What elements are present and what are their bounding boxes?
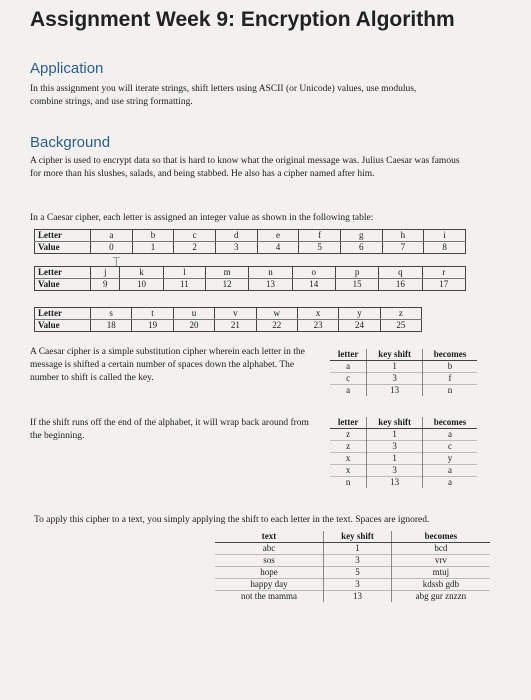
column-header: key shift bbox=[367, 417, 423, 429]
column-header: key shift bbox=[367, 349, 423, 361]
table-cell: x bbox=[330, 453, 367, 465]
alphabet-table-3 bbox=[34, 307, 422, 332]
table-cell: vrv bbox=[391, 555, 490, 567]
table-cell: k bbox=[120, 267, 163, 279]
application-heading: Application bbox=[30, 60, 104, 77]
substitution-table bbox=[330, 349, 477, 396]
table-cell: bcd bbox=[391, 543, 490, 555]
column-header: text bbox=[215, 531, 324, 543]
table-cell: i bbox=[424, 230, 466, 242]
table-cell: 25 bbox=[380, 320, 421, 332]
table-cell: z bbox=[380, 308, 421, 320]
table-cell: l bbox=[163, 267, 205, 279]
table-row bbox=[215, 591, 490, 603]
table-cell: v bbox=[215, 308, 256, 320]
table-cell: 2 bbox=[174, 242, 216, 254]
background-text: A cipher is used to encrypt data so that is hard to know what the original message was. Julius Caesar was famous for more than his slushes, salads, and being stabbed. He also has a cipher named after him. bbox=[30, 156, 460, 179]
table-cell: 3 bbox=[324, 579, 392, 591]
table-cell: a bbox=[422, 477, 477, 489]
page-title: Assignment Week 9: Encryption Algorithm bbox=[30, 8, 455, 31]
table-cell: e bbox=[257, 230, 299, 242]
table-row bbox=[330, 453, 477, 465]
table-cell: 3 bbox=[367, 373, 423, 385]
table-cell: j bbox=[91, 267, 120, 279]
table-row bbox=[330, 429, 477, 441]
apply-text: To apply this cipher to a text, you simply applying the shift to each letter in the text. Spaces are ignored. bbox=[34, 515, 430, 525]
letter-label: Letter bbox=[35, 230, 91, 242]
table-cell: q bbox=[379, 267, 422, 279]
table-row bbox=[215, 579, 490, 591]
table-cell: x bbox=[330, 465, 367, 477]
table-cell: 5 bbox=[299, 242, 341, 254]
table-row bbox=[330, 465, 477, 477]
table-cell: p bbox=[335, 267, 378, 279]
table-row bbox=[330, 361, 477, 373]
wrap-table bbox=[330, 417, 477, 488]
table-cell: not the mamma bbox=[215, 591, 324, 603]
column-header: becomes bbox=[422, 349, 477, 361]
substitution-text: A Caesar cipher is a simple substitution cipher wherein each letter in the message is shifted a certain number of spaces down the alphabet. The number to shift is called the key. bbox=[30, 347, 305, 383]
table-cell: a bbox=[91, 230, 133, 242]
table-cell: n bbox=[330, 477, 367, 489]
table-cell: 19 bbox=[132, 320, 173, 332]
table-row bbox=[330, 441, 477, 453]
table-cell: t bbox=[132, 308, 173, 320]
table-cell: 11 bbox=[163, 279, 205, 291]
table-cell: c bbox=[422, 441, 477, 453]
table-cell: 15 bbox=[335, 279, 378, 291]
letter-label: Letter bbox=[35, 267, 91, 279]
table-cell: 18 bbox=[91, 320, 132, 332]
column-header: letter bbox=[330, 417, 367, 429]
table-cell: m bbox=[206, 267, 249, 279]
value-label: Value bbox=[35, 320, 91, 332]
table-cell: o bbox=[292, 267, 335, 279]
table-cell: sos bbox=[215, 555, 324, 567]
table-cell: h bbox=[382, 230, 424, 242]
table-cell: c bbox=[330, 373, 367, 385]
table-cell: g bbox=[340, 230, 382, 242]
table-cell: 3 bbox=[367, 465, 423, 477]
table-cell: c bbox=[174, 230, 216, 242]
table-cell: s bbox=[91, 308, 132, 320]
column-header: becomes bbox=[422, 417, 477, 429]
alphabet-table-2 bbox=[34, 266, 466, 291]
table-cell: 14 bbox=[292, 279, 335, 291]
table-cell: mtuj bbox=[391, 567, 490, 579]
table-cell: 6 bbox=[340, 242, 382, 254]
table-cell: 12 bbox=[206, 279, 249, 291]
table-cell: 10 bbox=[120, 279, 163, 291]
table-cell: y bbox=[422, 453, 477, 465]
table-cell: f bbox=[422, 373, 477, 385]
table-cell: d bbox=[215, 230, 257, 242]
table-cell: abg gur znzzn bbox=[391, 591, 490, 603]
table-cell: 9 bbox=[91, 279, 120, 291]
table-cell: 16 bbox=[379, 279, 422, 291]
background-heading: Background bbox=[30, 134, 111, 151]
table-row bbox=[330, 373, 477, 385]
table-cell: 13 bbox=[367, 477, 423, 489]
table-cell: a bbox=[330, 385, 367, 397]
value-label: Value bbox=[35, 279, 91, 291]
wrap-text: If the shift runs off the end of the alphabet, it will wrap back around from the beginning. bbox=[30, 418, 309, 441]
table-cell: z bbox=[330, 429, 367, 441]
column-header: letter bbox=[330, 349, 367, 361]
table-row bbox=[215, 543, 490, 555]
table-cell: 3 bbox=[367, 441, 423, 453]
table-cell: 1 bbox=[324, 543, 392, 555]
table-cell: a bbox=[422, 429, 477, 441]
alphabet-table-1 bbox=[34, 229, 466, 254]
table-cell: 17 bbox=[422, 279, 465, 291]
table-cell: x bbox=[297, 308, 338, 320]
letter-label: Letter bbox=[35, 308, 91, 320]
apply-table bbox=[215, 531, 490, 602]
value-label: Value bbox=[35, 242, 91, 254]
table-cell: abc bbox=[215, 543, 324, 555]
table-cell: a bbox=[422, 465, 477, 477]
table-cell: y bbox=[339, 308, 380, 320]
table-cell: 3 bbox=[215, 242, 257, 254]
table-cell: w bbox=[256, 308, 297, 320]
table-cell: b bbox=[132, 230, 174, 242]
table-cell: kdssb gdb bbox=[391, 579, 490, 591]
table-row bbox=[215, 567, 490, 579]
column-header: key shift bbox=[324, 531, 392, 543]
table-cell: 7 bbox=[382, 242, 424, 254]
table-cell: n bbox=[249, 267, 292, 279]
table-cell: hope bbox=[215, 567, 324, 579]
table-cell: f bbox=[299, 230, 341, 242]
table-cell: 8 bbox=[424, 242, 466, 254]
table-cell: 21 bbox=[215, 320, 256, 332]
table-cell: a bbox=[330, 361, 367, 373]
table-cell: 13 bbox=[249, 279, 292, 291]
table-cell: u bbox=[173, 308, 214, 320]
table-cell: r bbox=[422, 267, 465, 279]
table-cell: 13 bbox=[324, 591, 392, 603]
table-cell: 24 bbox=[339, 320, 380, 332]
table-cell: b bbox=[422, 361, 477, 373]
table-cell: happy day bbox=[215, 579, 324, 591]
table-row bbox=[330, 385, 477, 397]
table-row bbox=[215, 555, 490, 567]
table-cell: 0 bbox=[91, 242, 133, 254]
table-cell: 13 bbox=[367, 385, 423, 397]
table-cell: 1 bbox=[367, 429, 423, 441]
table-cell: 22 bbox=[256, 320, 297, 332]
column-header: becomes bbox=[391, 531, 490, 543]
table-cell: 1 bbox=[132, 242, 174, 254]
table-cell: 3 bbox=[324, 555, 392, 567]
table-cell: z bbox=[330, 441, 367, 453]
table-cell: 20 bbox=[173, 320, 214, 332]
table-cell: 5 bbox=[324, 567, 392, 579]
table-cell: 4 bbox=[257, 242, 299, 254]
table-cell: n bbox=[422, 385, 477, 397]
alphabet-intro: In a Caesar cipher, each letter is assigned an integer value as shown in the following table: bbox=[30, 213, 374, 223]
table-cell: 1 bbox=[367, 361, 423, 373]
table-cell: 23 bbox=[297, 320, 338, 332]
table-cell: 1 bbox=[367, 453, 423, 465]
text-cursor-icon: ⌶ bbox=[112, 255, 121, 271]
table-row bbox=[330, 477, 477, 489]
application-text: In this assignment you will iterate strings, shift letters using ASCII (or Unicode) values, use modulus, combine strings, and use string formatting. bbox=[30, 84, 417, 107]
